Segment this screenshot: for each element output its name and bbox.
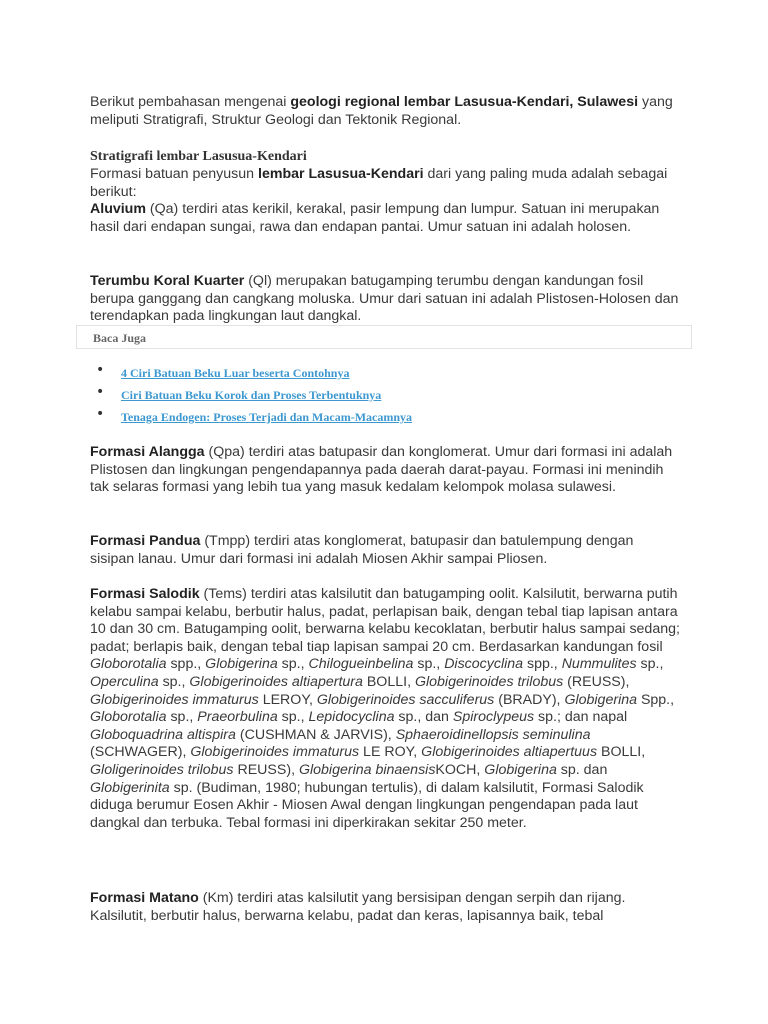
bullet-icon: • [96, 384, 105, 400]
salodik-taxon: Globigerinoides altiapertura [189, 673, 363, 690]
salodik-text: spp., [523, 656, 562, 673]
salodik-text: sp., dan [394, 709, 453, 726]
bullet-icon: • [96, 362, 105, 378]
matano-paragraph [90, 890, 680, 925]
salodik-text: sp., [166, 709, 198, 726]
matano-term: Formasi Matano [90, 890, 199, 906]
salodik-text: KOCH, [435, 761, 485, 778]
salodik-taxon: Globigerinoides trilobus [414, 673, 564, 690]
salodik-text: Spp., [637, 691, 675, 708]
salodik-taxon: Sphaeroidinellopsis seminulina [395, 726, 591, 743]
salodik-text: spp., [166, 656, 206, 673]
alangga-text: (Qpa) terdiri atas batupasir dan konglomerat. Umur dari formasi ini adalah Plistosen dan lingkungan pengendapannya pada daerah darat-payau. Formasi ini menindih tak selaras formasi yang lebih tua yang masuk kedalam kelompok molasa sulawesi. [90, 444, 673, 496]
intro-paragraph [90, 94, 680, 129]
alangga-term: Formasi Alangga [90, 444, 205, 460]
aluvium-term: Aluvium [90, 201, 146, 218]
matano-text: (Km) terdiri atas kalsilutit yang bersisipan dengan serpih dan rijang. Kalsilutit, berbutir halus, berwarna kelabu, padat dan keras, lapisannya baik, tebal [90, 890, 626, 924]
intro-text-end: yang meliputi Stratigrafi, Struktur Geologi dan Tektonik Regional. [90, 94, 673, 128]
section-heading: Stratigrafi lembar Lasusua-Kendari [90, 149, 307, 164]
salodik-term: Formasi Salodik [90, 586, 200, 602]
salodik-taxon: Gloligerinoides trilobus [90, 761, 234, 778]
salodik-taxon: Globigerina [484, 761, 557, 778]
salodik-text: sp., [636, 656, 664, 673]
salodik-text: sp., [158, 673, 190, 690]
related-link-2[interactable]: Ciri Batuan Beku Korok dan Proses Terbentuknya [121, 388, 382, 402]
salodik-text: sp., [413, 656, 445, 673]
salodik-taxon: Globigerina binaensis [298, 761, 436, 778]
salodik-taxon: Globigerinoides altiapertuus [421, 744, 598, 761]
salodik-taxon: Chilogueinbelina [308, 656, 414, 673]
salodik-text: LE ROY, [359, 744, 422, 761]
salodik-taxon: Globigerina [564, 691, 637, 708]
salodik-taxon: Globorotalia [90, 656, 167, 673]
salodik-text: sp., [277, 709, 309, 726]
pandua-term: Formasi Pandua [90, 533, 201, 549]
salodik-taxon: Nummulites [561, 656, 637, 673]
formasi-intro-text: Formasi batuan penyusun [90, 166, 258, 182]
intro-text: Berikut pembahasan mengenai [90, 94, 291, 110]
salodik-taxon: Praeorbulina [197, 709, 278, 726]
terumbu-paragraph [90, 273, 680, 326]
salodik-text: sp.; dan napal [534, 709, 628, 726]
bullet-icon: • [96, 406, 105, 422]
formasi-intro-text-end: dari yang paling muda adalah sebagai berikut: [90, 166, 668, 200]
salodik-taxon: Globigerina [205, 656, 278, 673]
salodik-taxon: Globigerinoides immaturus [190, 744, 360, 761]
salodik-paragraph [90, 586, 680, 832]
salodik-text: sp. (Budiman, 1980; hubungan tertulis), di dalam kalsilutit, Formasi Salodik diduga berumur Eosen Akhir - Miosen Awal dengan lingkungan pengendapan pada laut dangkal dan terbuka. Tebal formasi ini diperkirakan sekitar 250 meter. [90, 779, 644, 831]
salodik-taxon: Spiroclypeus [452, 709, 535, 726]
salodik-text: sp. dan [556, 761, 608, 778]
salodik-taxon: Operculina [90, 673, 159, 690]
salodik-taxon: Discocyclina [444, 656, 524, 673]
salodik-text: (BRADY), [494, 691, 565, 708]
salodik-text: (REUSS), [563, 673, 630, 690]
pandua-paragraph [90, 533, 680, 568]
aluvium-text: (Qa) terdiri atas kerikil, kerakal, pasir lempung dan lumpur. Satuan ini merupakan hasil dari endapan sungai, rawa dan endapan pantai. Umur satuan ini adalah holosen. [90, 201, 660, 235]
formasi-intro-bold: lembar Lasusua-Kendari [258, 166, 424, 182]
related-link-3[interactable]: Tenaga Endogen: Proses Terjadi dan Macam-Macamnya [121, 410, 413, 424]
salodik-text: (Tems) terdiri atas kalsilutit dan batugamping oolit. Kalsilutit, berwarna putih kelabu sampai kelabu, berbutir halus, padat, perlapisan baik, dengan tebal tiap lapisan antara 10 dan 30 cm. Batugamping oolit, berwarna kelabu kecoklatan, berbutir halus sampai sedang; padat; berlapis baik, dengan tebal tiap lapisan sampai 20 cm. Berdasarkan kandungan fosil [90, 586, 680, 655]
terumbu-term: Terumbu Koral Kuarter [90, 273, 245, 289]
salodik-taxon: Globigerinoides immaturus [90, 691, 259, 708]
formasi-intro-paragraph [90, 166, 680, 236]
salodik-text: BOLLI, [362, 673, 415, 690]
salodik-text: LEROY, [258, 691, 317, 708]
salodik-text: BOLLI, [597, 744, 646, 761]
salodik-taxon: Globorotalia [90, 709, 167, 726]
salodik-text: REUSS), [233, 761, 299, 778]
alangga-paragraph [90, 444, 680, 497]
pandua-text: (Tmpp) terdiri atas konglomerat, batupasir dan batulempung dengan sisipan lanau. Umur dari formasi ini adalah Miosen Akhir sampai Pliosen. [90, 533, 634, 567]
salodik-text: (SCHWAGER), [90, 744, 191, 761]
salodik-taxon: Globoquadrina altispira [90, 726, 236, 743]
intro-bold: geologi regional lembar Lasusua-Kendari, Sulawesi [290, 94, 639, 110]
terumbu-text: (Ql) merupakan batugamping terumbu dengan kandungan fosil berupa ganggang dan cangkang moluska. Umur dari satuan ini adalah Plistosen-Holosen dan terendapkan pada lingkungan laut dangkal. [90, 273, 679, 325]
baca-juga-label: Baca Juga [93, 331, 147, 345]
salodik-text: (CUSHMAN & JARVIS), [235, 726, 396, 743]
salodik-taxon: Lepidocyclina [308, 709, 395, 726]
salodik-taxon: Globigerinoides sacculiferus [316, 691, 495, 708]
baca-juga-box [76, 325, 692, 349]
salodik-text: sp., [277, 656, 309, 673]
related-link-1[interactable]: 4 Ciri Batuan Beku Luar beserta Contohnya [121, 366, 350, 380]
salodik-taxon: Globigerinita [90, 779, 170, 796]
